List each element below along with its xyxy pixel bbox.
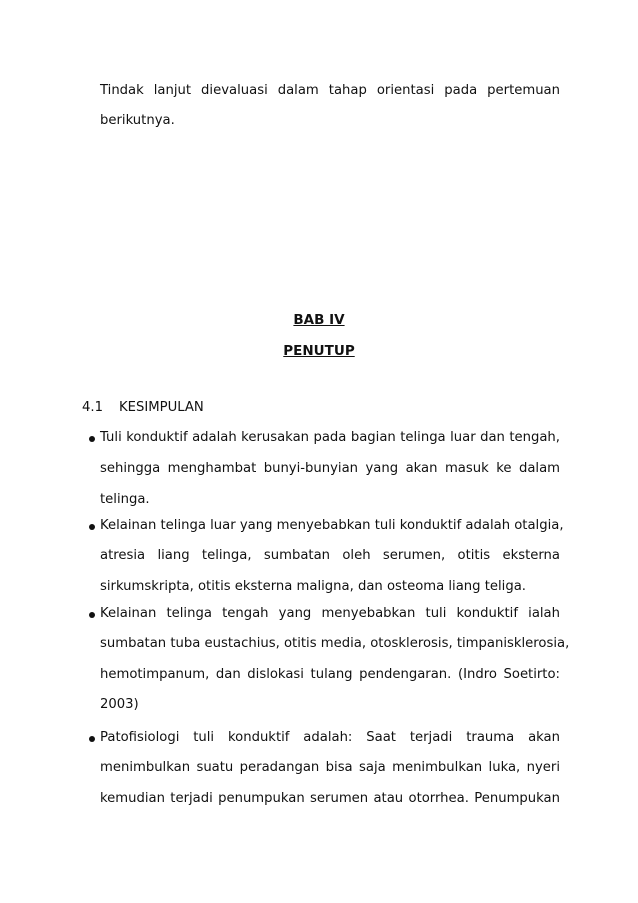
section-number: 4.1 (82, 400, 103, 415)
intro-line-2: berikutnya. (100, 113, 175, 128)
list-item-3-line-1: Kelainan telinga tengah yang menyebabkan tuli konduktif ialah (100, 606, 560, 621)
bullet-icon (89, 736, 95, 742)
chapter-title: PENUTUP (283, 343, 355, 359)
list-item-1-line-3: telinga. (100, 492, 150, 507)
bullet-icon (89, 436, 95, 442)
list-item-4-line-1: Patofisiologi tuli konduktif adalah: Saat terjadi trauma akan (100, 730, 560, 745)
list-item-1-line-2: sehingga menghambat bunyi-bunyian yang akan masuk ke dalam (100, 461, 560, 476)
list-item-1-line-1: Tuli konduktif adalah kerusakan pada bagian telinga luar dan tengah, (100, 430, 560, 445)
list-item-4-line-2: menimbulkan suatu peradangan bisa saja menimbulkan luka, nyeri (100, 760, 560, 775)
section-heading (82, 400, 204, 415)
list-item-3-line-4: 2003) (100, 697, 139, 712)
list-item-2-line-2: atresia liang telinga, sumbatan oleh serumen, otitis eksterna (100, 548, 560, 563)
bullet-icon (89, 524, 95, 530)
bullet-icon (89, 612, 95, 618)
list-item-3-line-2: sumbatan tuba eustachius, otitis media, otosklerosis, timpanisklerosia, (100, 636, 570, 651)
chapter-number: BAB IV (293, 312, 345, 328)
list-item-2-line-3: sirkumskripta, otitis eksterna maligna, dan osteoma liang teliga. (100, 579, 526, 594)
section-title: KESIMPULAN (119, 400, 204, 415)
list-item-4-line-3: kemudian terjadi penumpukan serumen atau otorrhea. Penumpukan (100, 791, 560, 806)
list-item-3-line-3: hemotimpanum, dan dislokasi tulang pendengaran. (Indro Soetirto: (100, 667, 560, 682)
intro-line-1: Tindak lanjut dievaluasi dalam tahap orientasi pada pertemuan (100, 83, 560, 98)
list-item-2-line-1: Kelainan telinga luar yang menyebabkan tuli konduktif adalah otalgia, (100, 518, 564, 533)
